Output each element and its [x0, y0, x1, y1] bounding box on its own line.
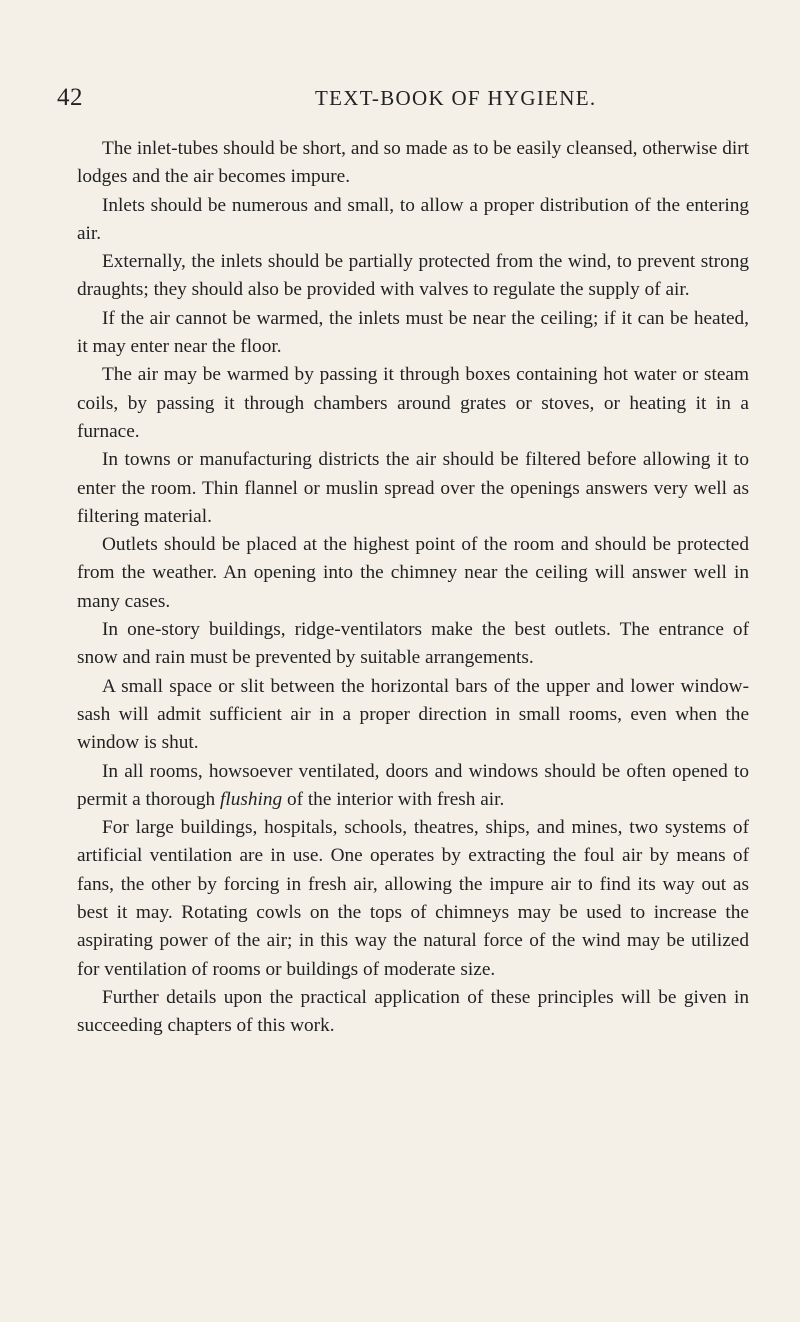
flushing-text-after: of the interior with fresh air. — [282, 788, 505, 810]
body-text — [77, 135, 749, 1041]
paragraph-warming-methods: The air may be warmed by passing it through boxes containing hot water or steam coils, by passing it through chambers around grates or stoves, or heating it in a furnace. — [77, 364, 749, 442]
paragraph-inlets-numerous: Inlets should be numerous and small, to allow a proper distribution of the entering air. — [77, 194, 749, 244]
page-number: 42 — [57, 84, 83, 111]
flushing-text-before: In all rooms, howsoever ventilated, doors and windows should be often opened to permit a thorough — [77, 760, 749, 810]
paragraph-air-warmed: If the air cannot be warmed, the inlets must be near the ceiling; if it can be heated, it may enter near the floor. — [77, 307, 749, 358]
paragraph-flushing — [77, 758, 749, 815]
paragraph-inlet-tubes: The inlet-tubes should be short, and so made as to be easily cleansed, otherwise dirt lodges and the air becomes impure. — [77, 138, 749, 188]
paragraph-inlets-protected: Externally, the inlets should be partially protected from the wind, to prevent strong draughts; they should also be provided with valves to regulate the supply of air. — [77, 251, 749, 301]
paragraph-ridge-ventilators: In one-story buildings, ridge-ventilators make the best outlets. The entrance of snow and rain must be prevented by suitable arrangements. — [77, 619, 749, 669]
running-title: TEXT-BOOK OF HYGIENE. — [315, 86, 597, 110]
paragraph-further-details: Further details upon the practical application of these principles will be given in succeeding chapters of this work. — [77, 986, 749, 1037]
running-head — [57, 84, 757, 116]
paragraph-filtering: In towns or manufacturing districts the air should be filtered before allowing it to enter the room. Thin flannel or muslin spread over the openings answers very well as filtering material. — [77, 449, 749, 527]
paragraph-window-sash: A small space or slit between the horizontal bars of the upper and lower window-sash will admit sufficient air in a proper direction in small rooms, even when the window is shut. — [77, 675, 749, 754]
flushing-emphasis: flushing — [219, 788, 283, 810]
paragraph-outlets: Outlets should be placed at the highest point of the room and should be protected from the weather. An opening into the chimney near the ceiling will answer well in many cases. — [77, 534, 749, 612]
paragraph-large-buildings: For large buildings, hospitals, schools, theatres, ships, and mines, two systems of artificial ventilation are in use. One operates by extracting the foul air by means of fans, the other by forcing in fresh air, allowing the impure air to find its way out as best it may. Rotating cowls on the tops of chimneys may be used to increase the aspirating power of the air; in this way the natural force of the wind may be utilized for ventilation of rooms or buildings of moderate size. — [77, 817, 749, 980]
